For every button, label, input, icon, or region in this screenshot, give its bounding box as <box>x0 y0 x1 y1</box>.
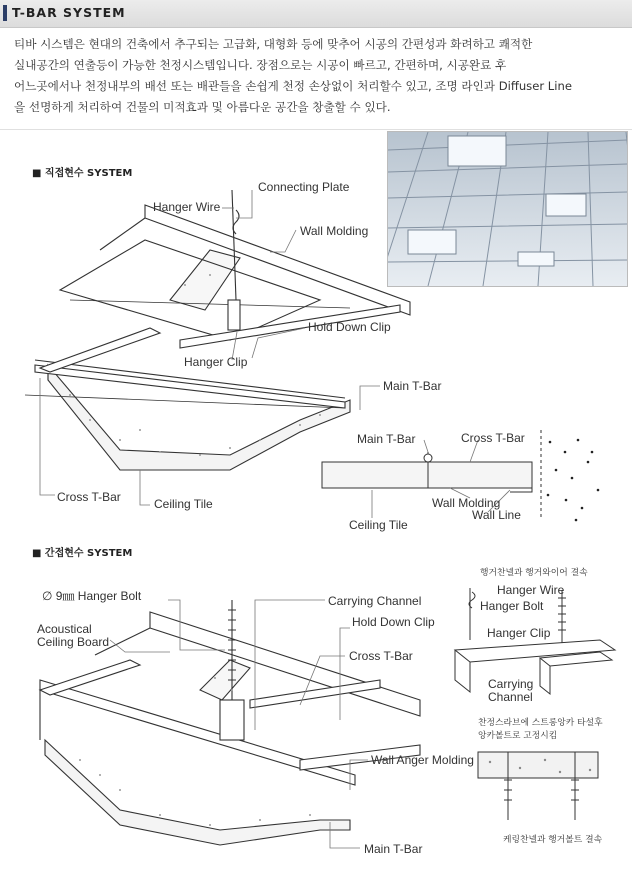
label-carrying-channel: Carrying Channel <box>328 594 422 608</box>
label-ceiling-tile: Ceiling Tile <box>154 497 213 511</box>
intro-line: 을 선명하게 처리하여 건물의 미적효과 및 아름다운 공간을 창출할 수 있다. <box>14 100 391 114</box>
detail-channel: Channel <box>488 690 533 704</box>
label-cross-tbar-2: Cross T-Bar <box>349 649 413 663</box>
detail-bottom-caption: 케링찬넬과 행거볼트 결속 <box>503 835 603 845</box>
label-ceiling-board: Ceiling Board <box>37 635 110 649</box>
detail-anchor-caption-1: 찬정스라브에 스트롱앙카 타설후 <box>478 718 603 728</box>
section-label-wall-line: Wall Line <box>472 508 521 522</box>
intro-line: 어느곳에서나 천정내부의 배선 또는 배관들을 손쉽게 천정 손상없이 처리할수 있고, 조명 라인과 Diffuser Line <box>14 79 572 93</box>
label-acoustical: Acoustical <box>37 622 92 636</box>
detail-hanger-bolt: Hanger Bolt <box>480 599 544 613</box>
label-hanger-wire: Hanger Wire <box>153 200 221 214</box>
label-main-tbar-2: Main T-Bar <box>364 842 423 856</box>
detail-carrying: Carrying <box>488 677 534 691</box>
label-main-tbar: Main T-Bar <box>383 379 442 393</box>
label-wall-molding: Wall Molding <box>300 224 369 238</box>
label-hold-down-clip-2: Hold Down Clip <box>352 615 435 629</box>
label-hold-down-clip: Hold Down Clip <box>308 320 391 334</box>
detail-hanger-wire: Hanger Wire <box>497 583 565 597</box>
section-label-cross-tbar: Cross T-Bar <box>461 431 525 445</box>
label-connecting-plate: Connecting Plate <box>258 180 350 194</box>
page-title: T-BAR SYSTEM <box>12 5 126 20</box>
detail-top-caption: 행거찬넬과 행거와이어 결속 <box>480 568 588 578</box>
label-hanger-bolt: ∅ 9㎜ Hanger Bolt <box>42 589 142 603</box>
label-cross-tbar: Cross T-Bar <box>57 490 121 504</box>
detail-anchor-caption-2: 앙카볼트로 고정시킴 <box>478 731 558 741</box>
intro-line: 실내공간의 연출등이 가능한 천정시스템입니다. 장점으로는 시공이 빠르고, 간편하며, 시공완료 후 <box>14 58 507 72</box>
section-label-wall-molding: Wall Molding <box>432 496 501 510</box>
label-wall-anger-molding: Wall Anger Molding <box>371 753 474 767</box>
label-hanger-clip: Hanger Clip <box>184 355 248 369</box>
intro-line: 티바 시스템은 현대의 건축에서 추구되는 고급화, 대형화 등에 맞추어 시공의 간편성과 화려하고 쾌적한 <box>14 37 533 51</box>
section-label-main-tbar: Main T-Bar <box>357 432 416 446</box>
section-label-ceiling-tile: Ceiling Tile <box>349 518 408 532</box>
detail-hanger-clip: Hanger Clip <box>487 626 551 640</box>
indirect-system-heading: ■ 간접현수 SYSTEM <box>32 548 133 559</box>
direct-system-heading: ■ 직접현수 SYSTEM <box>32 168 133 179</box>
